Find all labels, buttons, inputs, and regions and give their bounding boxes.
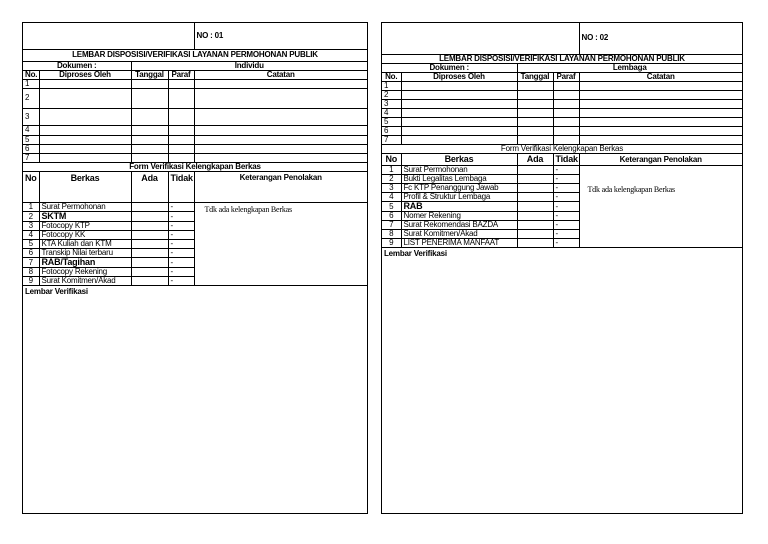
form-title: Form Verifikasi Kelengkapan Berkas: [23, 163, 367, 172]
table-row: 3: [382, 99, 742, 108]
footer-label: Lembar Verifikasi: [384, 249, 447, 258]
table-row: 2: [382, 90, 742, 99]
keterangan-text: Tdk ada kelengkapan Berkas: [587, 185, 675, 194]
table-row: 6: [23, 144, 367, 153]
table-row: 7: [23, 153, 367, 162]
table-row: 3 Fc KTP Penanggung Jawab -: [382, 184, 742, 193]
disposition-table: [382, 23, 742, 145]
sheet-number: NO : 02: [579, 23, 742, 54]
vcol-berkas: Berkas: [39, 172, 131, 203]
table-row: 9 Surat Komitmen/Akad -: [23, 277, 367, 286]
table-row: 9 LIST PENERIMA MANFAAT -: [382, 239, 742, 248]
blank-header-cell: [382, 23, 579, 54]
table-row: 5: [382, 117, 742, 126]
col-paraf: Paraf: [553, 72, 579, 81]
vcol-tidak: Tidak: [168, 172, 194, 203]
table-row: 7 RAB/Tagihan -: [23, 258, 367, 268]
table-row: 8 Fotocopy Rekening -: [23, 268, 367, 277]
vcol-no: No: [382, 154, 401, 166]
table-row: 3 Fotocopy KTP -: [23, 222, 367, 231]
dokumen-value: Lembaga: [517, 63, 742, 72]
table-row: 4: [382, 108, 742, 117]
footer-label: Lembar Verifikasi: [25, 287, 88, 296]
col-diproses: Diproses Oleh: [401, 72, 517, 81]
col-tanggal: Tanggal: [517, 72, 553, 81]
vcol-ada: Ada: [517, 154, 553, 166]
table-row: 2: [23, 88, 367, 108]
table-row: 4: [23, 125, 367, 135]
table-row: 2 Bukti Legalitas Lembaga -: [382, 175, 742, 184]
col-catatan: Catatan: [194, 70, 367, 79]
verification-table: [382, 145, 742, 249]
table-row: 3: [23, 108, 367, 125]
vcol-tidak: Tidak: [553, 154, 579, 166]
keterangan-cell: [579, 166, 742, 248]
vcol-ada: Ada: [131, 172, 168, 203]
vcol-ket: Keterangan Penolakan: [194, 172, 367, 203]
col-no: No.: [25, 70, 38, 79]
table-row: 5: [23, 135, 367, 144]
table-row: 6 Transkip Nilai terbaru -: [23, 249, 367, 258]
table-row: 7: [382, 135, 742, 144]
table-row: 2 SKTM -: [23, 212, 367, 222]
disposition-table: [23, 23, 367, 163]
table-row: 1: [23, 79, 367, 88]
table-row: 6: [382, 126, 742, 135]
sheet-title: LEMBAR DISPOSISI/VERIFIKASI LAYANAN PERMOHONAN PUBLIK: [382, 54, 742, 63]
sheet-number: NO : 01: [194, 23, 367, 49]
col-diproses: Diproses Oleh: [39, 70, 131, 79]
keterangan-text: Tdk ada kelengkapan Berkas: [204, 205, 292, 214]
col-catatan: Catatan: [579, 72, 742, 81]
disposition-sheet-01: [22, 22, 368, 514]
verification-table: [23, 163, 367, 287]
disposition-sheet-02: [381, 22, 743, 514]
keterangan-cell: [194, 203, 367, 286]
table-row: 5 RAB -: [382, 202, 742, 212]
col-tanggal: Tanggal: [131, 70, 168, 79]
vcol-berkas: Berkas: [401, 154, 517, 166]
vcol-ket: Keterangan Penolakan: [579, 154, 742, 166]
form-title: Form Verifikasi Kelengkapan Berkas: [382, 145, 742, 154]
table-row: 1: [382, 81, 742, 90]
table-row: 7 Surat Rekomendasi BAZDA -: [382, 221, 742, 230]
table-row: 6 Nomer Rekening -: [382, 212, 742, 221]
table-row: 4 Profil & Struktur Lembaga -: [382, 193, 742, 202]
vcol-no: No: [23, 172, 39, 203]
table-row: 1 Surat Permohonan - Tdk ada kelengkapan Berkas: [382, 166, 742, 175]
table-row: 4 Fotocopy KK -: [23, 231, 367, 240]
sheet-title: LEMBAR DISPOSISI/VERIFIKASI LAYANAN PERMOHONAN PUBLIK: [23, 49, 367, 61]
table-row: 5 KTA Kuliah dan KTM -: [23, 240, 367, 249]
dokumen-label: Dokumen :: [382, 63, 517, 72]
col-paraf: Paraf: [168, 70, 194, 79]
dokumen-value: Individu: [131, 61, 367, 70]
table-row: 8 Surat Komitmen/Akad -: [382, 230, 742, 239]
col-no: No.: [382, 72, 401, 81]
table-row: 1 Surat Permohonan - Tdk ada kelengkapan Berkas: [23, 203, 367, 212]
blank-header-cell: [23, 23, 194, 49]
dokumen-label: Dokumen :: [23, 61, 131, 70]
